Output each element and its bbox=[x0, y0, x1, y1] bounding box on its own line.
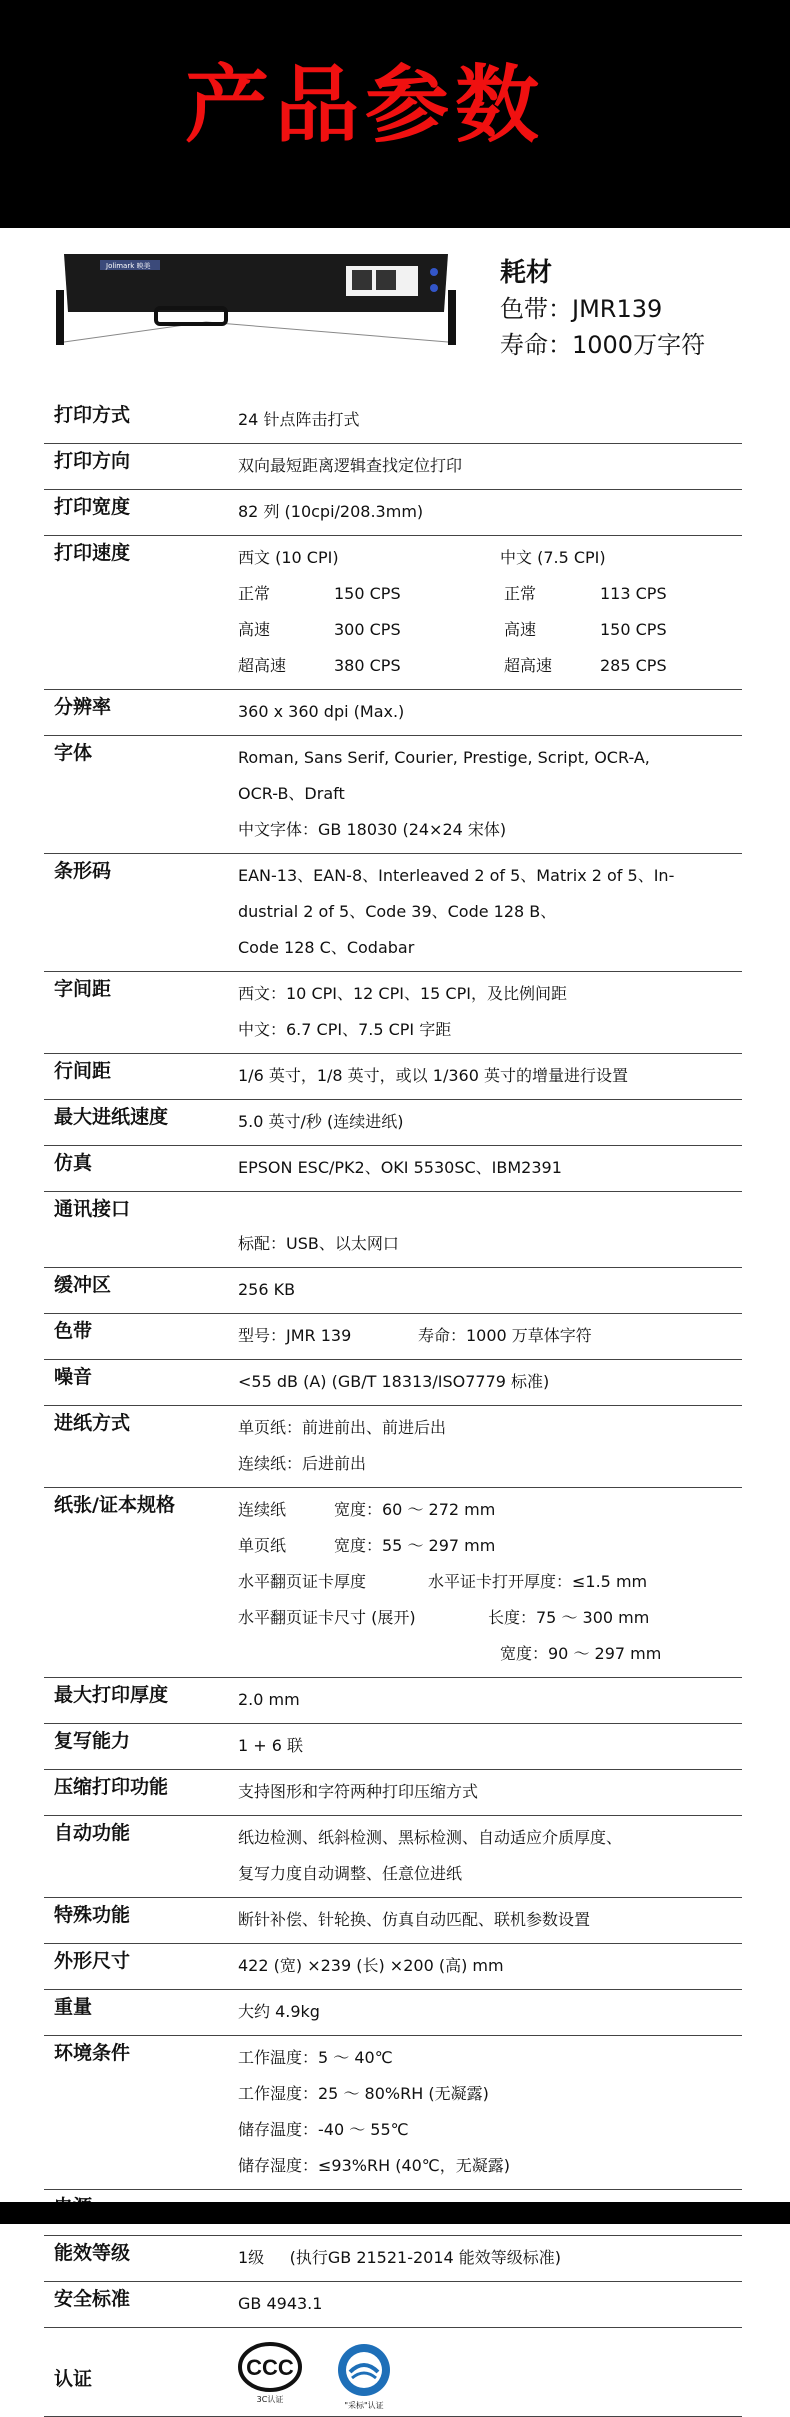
spec-value: 2.0 mm bbox=[238, 1678, 742, 1724]
spec-row-feed-speed bbox=[44, 1100, 742, 1146]
spec-label: 自动功能 bbox=[44, 1816, 238, 1898]
spec-row-print-method bbox=[44, 398, 742, 444]
spec-label: 行间距 bbox=[44, 1054, 238, 1100]
speed-chinese-header: 中文 (7.5 CPI) bbox=[500, 548, 606, 567]
paper-width: 宽度：55 ～ 297 mm bbox=[334, 1536, 496, 1555]
speed-western-header: 西文 (10 CPI) bbox=[238, 548, 339, 567]
consumable-title: 耗材 bbox=[500, 258, 553, 288]
spec-row-barcode bbox=[44, 854, 742, 972]
spec-row-print-speed bbox=[44, 536, 742, 690]
spec-row-noise bbox=[44, 1360, 742, 1406]
spec-value: 1/6 英寸，1/8 英寸，或以 1/360 英寸的增量进行设置 bbox=[238, 1054, 742, 1100]
spec-value bbox=[238, 1488, 742, 1678]
spec-row-resolution bbox=[44, 690, 742, 736]
spec-value bbox=[238, 1192, 742, 1268]
speed-western: 150 CPS bbox=[334, 584, 401, 603]
speed-mode: 高速 bbox=[238, 620, 271, 639]
spec-line: 连续纸：后进前出 bbox=[238, 1454, 367, 1473]
spec-row-dimension bbox=[44, 1944, 742, 1990]
spec-line: EAN-13、EAN-8、Interleaved 2 of 5、Matrix 2 of 5、In- bbox=[238, 866, 675, 885]
spec-label: 通讯接口 bbox=[44, 1192, 238, 1268]
spec-label: 打印方式 bbox=[44, 398, 238, 444]
spec-row-buffer bbox=[44, 1268, 742, 1314]
spec-value: <55 dB (A) (GB/T 18313/ISO7779 标准) bbox=[238, 1360, 742, 1406]
spec-line: dustrial 2 of 5、Code 39、Code 128 B、 bbox=[238, 902, 557, 921]
spec-line: OCR-B、Draft bbox=[238, 784, 345, 803]
spec-value bbox=[238, 2328, 742, 2417]
spec-line: 中文字体：GB 18030 (24×24 宋体) bbox=[238, 820, 507, 839]
spec-value: 422 (宽) ×239 (长) ×200 (高) mm bbox=[238, 1944, 742, 1990]
spec-label: 认证 bbox=[44, 2328, 238, 2417]
speed-chinese: 150 CPS bbox=[600, 620, 667, 639]
spec-row-auto bbox=[44, 1816, 742, 1898]
spec-value: 82 列 (10cpi/208.3mm) bbox=[238, 490, 742, 536]
spec-value: GB 4943.1 bbox=[238, 2282, 742, 2328]
spec-row-environment bbox=[44, 2036, 742, 2190]
spec-value bbox=[238, 536, 742, 690]
spec-label: 噪音 bbox=[44, 1360, 238, 1406]
speed-western: 300 CPS bbox=[334, 620, 401, 639]
card-open-thickness: 水平证卡打开厚度：≤1.5 mm bbox=[428, 1572, 648, 1591]
spec-row-emulation bbox=[44, 1146, 742, 1192]
spec-value bbox=[238, 972, 742, 1054]
spec-row-paper-feed bbox=[44, 1406, 742, 1488]
spec-row-print-direction bbox=[44, 444, 742, 490]
standard-caption: "采标"认证 bbox=[344, 2401, 384, 2410]
spec-value bbox=[238, 736, 742, 854]
spec-label: 重量 bbox=[44, 1990, 238, 2036]
ribbon-life: 寿命：1000 万草体字符 bbox=[418, 1326, 592, 1345]
spec-line: 中文：6.7 CPI、7.5 CPI 字距 bbox=[238, 1020, 452, 1039]
spec-value: 断针补偿、针轮换、仿真自动匹配、联机参数设置 bbox=[238, 1898, 742, 1944]
card-length: 长度：75 ～ 300 mm bbox=[488, 1608, 650, 1627]
spec-value bbox=[238, 854, 742, 972]
spec-label: 压缩打印功能 bbox=[44, 1770, 238, 1816]
spec-label: 打印速度 bbox=[44, 536, 238, 690]
spec-row-compress bbox=[44, 1770, 742, 1816]
speed-mode: 超高速 bbox=[504, 656, 553, 675]
ribbon-model: 型号：JMR 139 bbox=[238, 1326, 352, 1345]
spec-label: 色带 bbox=[44, 1314, 238, 1360]
spec-value: 1级 (执行GB 21521-2014 能效等级标准) bbox=[238, 2236, 742, 2282]
card-width: 宽度：90 ～ 297 mm bbox=[500, 1644, 662, 1663]
footer-bar bbox=[0, 2202, 790, 2224]
consumable-life: 寿命：1000万字符 bbox=[500, 331, 706, 359]
spec-label: 打印宽度 bbox=[44, 490, 238, 536]
ribbon-cartridge-image bbox=[56, 250, 456, 360]
spec-row-weight bbox=[44, 1990, 742, 2036]
spec-value: 360 x 360 dpi (Max.) bbox=[238, 690, 742, 736]
card-size-label: 水平翻页证卡尺寸 (展开) bbox=[238, 1608, 416, 1627]
spec-label: 条形码 bbox=[44, 854, 238, 972]
spec-row-energy bbox=[44, 2236, 742, 2282]
standard-logo bbox=[332, 2342, 396, 2411]
spec-value: 24 针点阵击打式 bbox=[238, 398, 742, 444]
spec-label: 仿真 bbox=[44, 1146, 238, 1192]
spec-value bbox=[238, 1406, 742, 1488]
spec-line: 西文：10 CPI、12 CPI、15 CPI，及比例间距 bbox=[238, 984, 567, 1003]
spec-value: 支持图形和字符两种打印压缩方式 bbox=[238, 1770, 742, 1816]
spec-value bbox=[238, 1816, 742, 1898]
speed-chinese: 113 CPS bbox=[600, 584, 667, 603]
spec-row-cert bbox=[44, 2328, 742, 2417]
spec-value bbox=[238, 1314, 742, 1360]
spec-label: 能效等级 bbox=[44, 2236, 238, 2282]
speed-mode: 正常 bbox=[238, 584, 271, 603]
spec-row-copy bbox=[44, 1724, 742, 1770]
spec-row-char-spacing bbox=[44, 972, 742, 1054]
spec-row-font bbox=[44, 736, 742, 854]
paper-type: 单页纸 bbox=[238, 1536, 287, 1555]
spec-value: EPSON ESC/PK2、OKI 5530SC、IBM2391 bbox=[238, 1146, 742, 1192]
spec-label: 环境条件 bbox=[44, 2036, 238, 2190]
spec-value: 256 KB bbox=[238, 1268, 742, 1314]
spec-label: 最大进纸速度 bbox=[44, 1100, 238, 1146]
spec-value: 1 + 6 联 bbox=[238, 1724, 742, 1770]
spec-label: 字体 bbox=[44, 736, 238, 854]
spec-value: 5.0 英寸/秒 (连续进纸) bbox=[238, 1100, 742, 1146]
ccc-icon bbox=[238, 2342, 302, 2392]
spec-row-special bbox=[44, 1898, 742, 1944]
speed-mode: 高速 bbox=[504, 620, 537, 639]
spec-line: Code 128 C、Codabar bbox=[238, 938, 415, 957]
spec-label: 安全标准 bbox=[44, 2282, 238, 2328]
spec-label: 外形尺寸 bbox=[44, 1944, 238, 1990]
standard-cert-icon bbox=[336, 2342, 392, 2398]
spec-row-ribbon bbox=[44, 1314, 742, 1360]
paper-type: 连续纸 bbox=[238, 1500, 287, 1519]
spec-line: 标配：USB、以太网口 bbox=[238, 1234, 399, 1253]
speed-mode: 超高速 bbox=[238, 656, 287, 675]
spec-label: 缓冲区 bbox=[44, 1268, 238, 1314]
spec-line: 工作温度：5 ～ 40℃ bbox=[238, 2048, 393, 2067]
page-title: 产品参数 bbox=[184, 56, 545, 154]
spec-line: 工作湿度：25 ～ 80%RH (无凝露) bbox=[238, 2084, 489, 2103]
spec-label: 分辨率 bbox=[44, 690, 238, 736]
spec-row-safety bbox=[44, 2282, 742, 2328]
spec-row-interface bbox=[44, 1192, 742, 1268]
card-thickness-label: 水平翻页证卡厚度 bbox=[238, 1572, 367, 1591]
spec-line: Roman, Sans Serif, Courier, Prestige, Script, OCR-A, bbox=[238, 748, 650, 767]
ribbon-brand-label: Jolimark 映美 bbox=[106, 262, 151, 270]
spec-row-max-thickness bbox=[44, 1678, 742, 1724]
spec-row-line-spacing bbox=[44, 1054, 742, 1100]
spec-row-print-width bbox=[44, 490, 742, 536]
spec-line: 储存温度：-40 ～ 55℃ bbox=[238, 2120, 409, 2139]
spec-table bbox=[44, 398, 742, 2417]
spec-label: 最大打印厚度 bbox=[44, 1678, 238, 1724]
spec-label: 纸张/证本规格 bbox=[44, 1488, 238, 1678]
ccc-logo bbox=[238, 2342, 302, 2411]
ccc-caption: 3C认证 bbox=[256, 2395, 284, 2404]
spec-row-paper-spec bbox=[44, 1488, 742, 1678]
speed-mode: 正常 bbox=[504, 584, 537, 603]
spec-label: 特殊功能 bbox=[44, 1898, 238, 1944]
spec-value: 大约 4.9kg bbox=[238, 1990, 742, 2036]
spec-line: 纸边检测、纸斜检测、黑标检测、自动适应介质厚度、 bbox=[238, 1828, 623, 1847]
paper-width: 宽度：60 ～ 272 mm bbox=[334, 1500, 496, 1519]
speed-chinese: 285 CPS bbox=[600, 656, 667, 675]
spec-line: 复写力度自动调整、任意位进纸 bbox=[238, 1864, 463, 1883]
svg-text:CCC: CCC bbox=[246, 2355, 294, 2380]
spec-label: 进纸方式 bbox=[44, 1406, 238, 1488]
spec-label: 复写能力 bbox=[44, 1724, 238, 1770]
spec-value: 双向最短距离逻辑查找定位打印 bbox=[238, 444, 742, 490]
consumable-info bbox=[500, 255, 705, 363]
spec-label: 字间距 bbox=[44, 972, 238, 1054]
spec-line: 储存湿度：≤93%RH (40℃，无凝露) bbox=[238, 2156, 511, 2175]
header-banner bbox=[0, 0, 790, 228]
consumable-ribbon: 色带：JMR139 bbox=[500, 295, 663, 323]
spec-label: 打印方向 bbox=[44, 444, 238, 490]
speed-western: 380 CPS bbox=[334, 656, 401, 675]
spec-value bbox=[238, 2036, 742, 2190]
spec-line: 单页纸：前进前出、前进后出 bbox=[238, 1418, 447, 1437]
